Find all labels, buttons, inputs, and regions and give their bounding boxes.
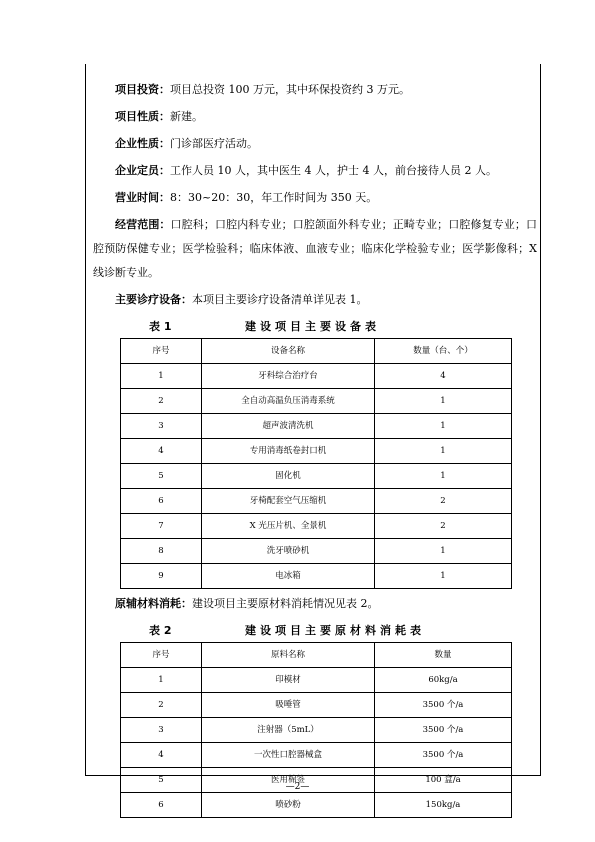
document-body bbox=[93, 78, 537, 818]
text-scope: 口腔科；口腔内科专业；口腔颌面外科专业；正畸专业；口腔修复专业；口腔预防保健专业；医学检验科；临床体液、血液专业；临床化学检验专业；医学影像科；X 线诊断专业。 bbox=[93, 218, 538, 279]
table-cell: 4 bbox=[121, 439, 202, 464]
table2-title: 建设项目主要原材料消耗表 bbox=[245, 624, 425, 637]
label-hours: 营业时间： bbox=[115, 191, 170, 204]
table-row bbox=[121, 743, 512, 768]
table-cell: 9 bbox=[121, 564, 202, 589]
column-header: 原料名称 bbox=[202, 643, 375, 668]
text-investment: 项目总投资 100 万元，其中环保投资约 3 万元。 bbox=[170, 83, 410, 96]
table-cell: 洗牙喷砂机 bbox=[202, 539, 375, 564]
table-cell: 7 bbox=[121, 514, 202, 539]
table-row bbox=[121, 564, 512, 589]
label-staff: 企业定员： bbox=[115, 164, 170, 177]
table-cell: 全自动高温负压消毒系统 bbox=[202, 389, 375, 414]
paragraph-hours bbox=[93, 186, 537, 210]
table-row bbox=[121, 793, 512, 818]
table-cell: 2 bbox=[121, 389, 202, 414]
table-cell: 60kg/a bbox=[375, 668, 512, 693]
table-cell: 4 bbox=[121, 743, 202, 768]
table-cell: 超声波清洗机 bbox=[202, 414, 375, 439]
table1-number: 表 1 bbox=[149, 320, 172, 333]
table-cell: 电冰箱 bbox=[202, 564, 375, 589]
text-company: 门诊部医疗活动。 bbox=[170, 137, 258, 150]
table-cell: 2 bbox=[375, 514, 512, 539]
table-cell: 3500 个/a bbox=[375, 718, 512, 743]
table-cell: 喷砂粉 bbox=[202, 793, 375, 818]
table-cell: 1 bbox=[121, 364, 202, 389]
table-cell: 3 bbox=[121, 414, 202, 439]
text-equipment: 本项目主要诊疗设备清单详见表 1。 bbox=[192, 293, 368, 306]
table-cell: 6 bbox=[121, 793, 202, 818]
table-cell: 注射器（5mL） bbox=[202, 718, 375, 743]
label-equipment: 主要诊疗设备： bbox=[115, 293, 192, 306]
table-cell: 固化机 bbox=[202, 464, 375, 489]
table-cell: 牙椅配套空气压缩机 bbox=[202, 489, 375, 514]
table-row bbox=[121, 414, 512, 439]
table-cell: 吸唾管 bbox=[202, 693, 375, 718]
table-header-row bbox=[121, 643, 512, 668]
column-header: 数量 bbox=[375, 643, 512, 668]
table-cell: 150kg/a bbox=[375, 793, 512, 818]
table-row bbox=[121, 668, 512, 693]
table-cell: 医用棉签 bbox=[202, 768, 375, 793]
paragraph-company bbox=[93, 132, 537, 156]
paragraph-staff bbox=[93, 159, 537, 183]
column-header: 数量（台、个） bbox=[375, 339, 512, 364]
table-cell: 印模材 bbox=[202, 668, 375, 693]
table-cell: 1 bbox=[375, 464, 512, 489]
table-header-row bbox=[121, 339, 512, 364]
table-row bbox=[121, 718, 512, 743]
text-staff: 工作人员 10 人，其中医生 4 人，护士 4 人，前台接待人员 2 人。 bbox=[170, 164, 497, 177]
table-cell: 1 bbox=[375, 414, 512, 439]
table-cell: 6 bbox=[121, 489, 202, 514]
table-cell: 2 bbox=[121, 693, 202, 718]
table-row bbox=[121, 464, 512, 489]
paragraph-nature bbox=[93, 105, 537, 129]
paragraph-materials bbox=[93, 592, 537, 616]
table-cell: 专用消毒纸卷封口机 bbox=[202, 439, 375, 464]
table-cell: 一次性口腔器械盒 bbox=[202, 743, 375, 768]
label-company: 企业性质： bbox=[115, 137, 170, 150]
paragraph-investment bbox=[93, 78, 537, 102]
paragraph-scope bbox=[93, 213, 537, 285]
table-row bbox=[121, 539, 512, 564]
table-cell: 1 bbox=[375, 564, 512, 589]
table-row bbox=[121, 693, 512, 718]
label-investment: 项目投资： bbox=[115, 83, 170, 96]
table-cell: 2 bbox=[375, 489, 512, 514]
label-scope: 经营范围： bbox=[115, 218, 171, 231]
table-row bbox=[121, 514, 512, 539]
table-cell: 1 bbox=[121, 668, 202, 693]
text-hours: 8：30~20：30，年工作时间为 350 天。 bbox=[170, 191, 378, 204]
table-cell: 8 bbox=[121, 539, 202, 564]
text-materials: 建设项目主要原材料消耗情况见表 2。 bbox=[192, 597, 379, 610]
table-cell: 1 bbox=[375, 439, 512, 464]
table1-caption bbox=[93, 315, 537, 335]
label-nature: 项目性质： bbox=[115, 110, 170, 123]
text-nature: 新建。 bbox=[170, 110, 203, 123]
column-header: 序号 bbox=[121, 643, 202, 668]
table-row bbox=[121, 389, 512, 414]
table-cell: 1 bbox=[375, 389, 512, 414]
table-cell: 5 bbox=[121, 768, 202, 793]
label-materials: 原辅材料消耗： bbox=[115, 597, 192, 610]
table-cell: 3500 个/a bbox=[375, 693, 512, 718]
table2-number: 表 2 bbox=[149, 624, 172, 637]
column-header: 序号 bbox=[121, 339, 202, 364]
table-cell: 3500 个/a bbox=[375, 743, 512, 768]
table-cell: X 光压片机、全景机 bbox=[202, 514, 375, 539]
table-cell: 3 bbox=[121, 718, 202, 743]
table-cell: 100 盒/a bbox=[375, 768, 512, 793]
table-cell: 1 bbox=[375, 539, 512, 564]
table-row bbox=[121, 364, 512, 389]
table-row bbox=[121, 489, 512, 514]
table1-title: 建设项目主要设备表 bbox=[245, 320, 380, 333]
table-cell: 4 bbox=[375, 364, 512, 389]
page-number: —2— bbox=[285, 782, 310, 792]
table-row bbox=[121, 439, 512, 464]
table2-caption bbox=[93, 619, 537, 639]
table-cell: 5 bbox=[121, 464, 202, 489]
table-cell: 牙科综合治疗台 bbox=[202, 364, 375, 389]
equipment-table bbox=[120, 338, 512, 589]
paragraph-equipment bbox=[93, 288, 537, 312]
column-header: 设备名称 bbox=[202, 339, 375, 364]
